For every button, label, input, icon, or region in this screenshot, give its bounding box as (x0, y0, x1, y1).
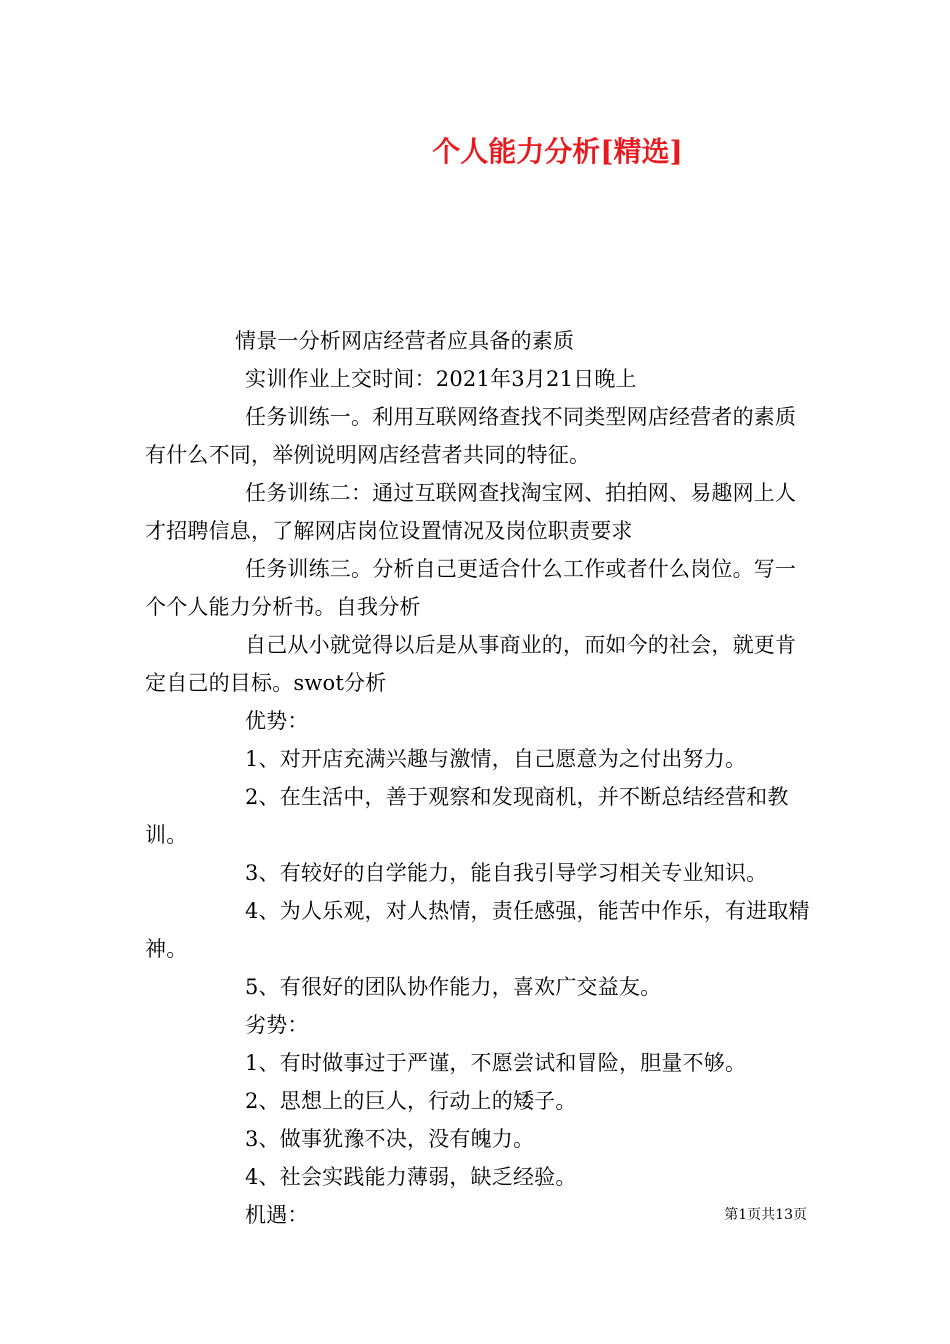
document-title: 个人能力分析[精选] (432, 135, 683, 168)
page-footer: 第1页共13页 (724, 1207, 807, 1223)
paragraph: 5、有很好的团队协作能力，喜欢广交益友。 (245, 975, 662, 999)
paragraph: 4、为人乐观，对人热情，责任感强，能苦中作乐，有进取精神。 (145, 899, 810, 961)
paragraph: 优势： (245, 709, 309, 733)
paragraph: 3、有较好的自学能力，能自我引导学习相关专业知识。 (245, 861, 768, 885)
document-body (145, 322, 810, 1234)
paragraph: 1、有时做事过于严谨，不愿尝试和冒险，胆量不够。 (245, 1051, 747, 1075)
paragraph: 4、社会实践能力薄弱，缺乏经验。 (245, 1165, 577, 1189)
paragraph: 机遇： (245, 1203, 309, 1227)
paragraph: 3、做事犹豫不决，没有魄力。 (245, 1127, 535, 1151)
paragraph: 自己从小就觉得以后是从事商业的，而如今的社会，就更肯定自己的目标。swot分析 (145, 633, 797, 695)
paragraph: 情景一分析网店经营者应具备的素质 (235, 329, 575, 353)
paragraph: 任务训练三。分析自己更适合什么工作或者什么岗位。写一个个人能力分析书。自我分析 (145, 557, 797, 619)
paragraph: 2、在生活中，善于观察和发现商机，并不断总结经营和教训。 (145, 785, 789, 847)
paragraph: 任务训练二：通过互联网查找淘宝网、拍拍网、易趣网上人才招聘信息，了解网店岗位设置情况及岗位职责要求 (145, 481, 797, 543)
paragraph: 2、思想上的巨人，行动上的矮子。 (245, 1089, 577, 1113)
paragraph: 1、对开店充满兴趣与激情，自己愿意为之付出努力。 (245, 747, 747, 771)
paragraph: 任务训练一。利用互联网络查找不同类型网店经营者的素质有什么不同，举例说明网店经营者共同的特征。 (145, 405, 797, 467)
paragraph: 实训作业上交时间：2021年3月21日晚上 (245, 367, 637, 391)
paragraph: 劣势： (245, 1013, 309, 1037)
